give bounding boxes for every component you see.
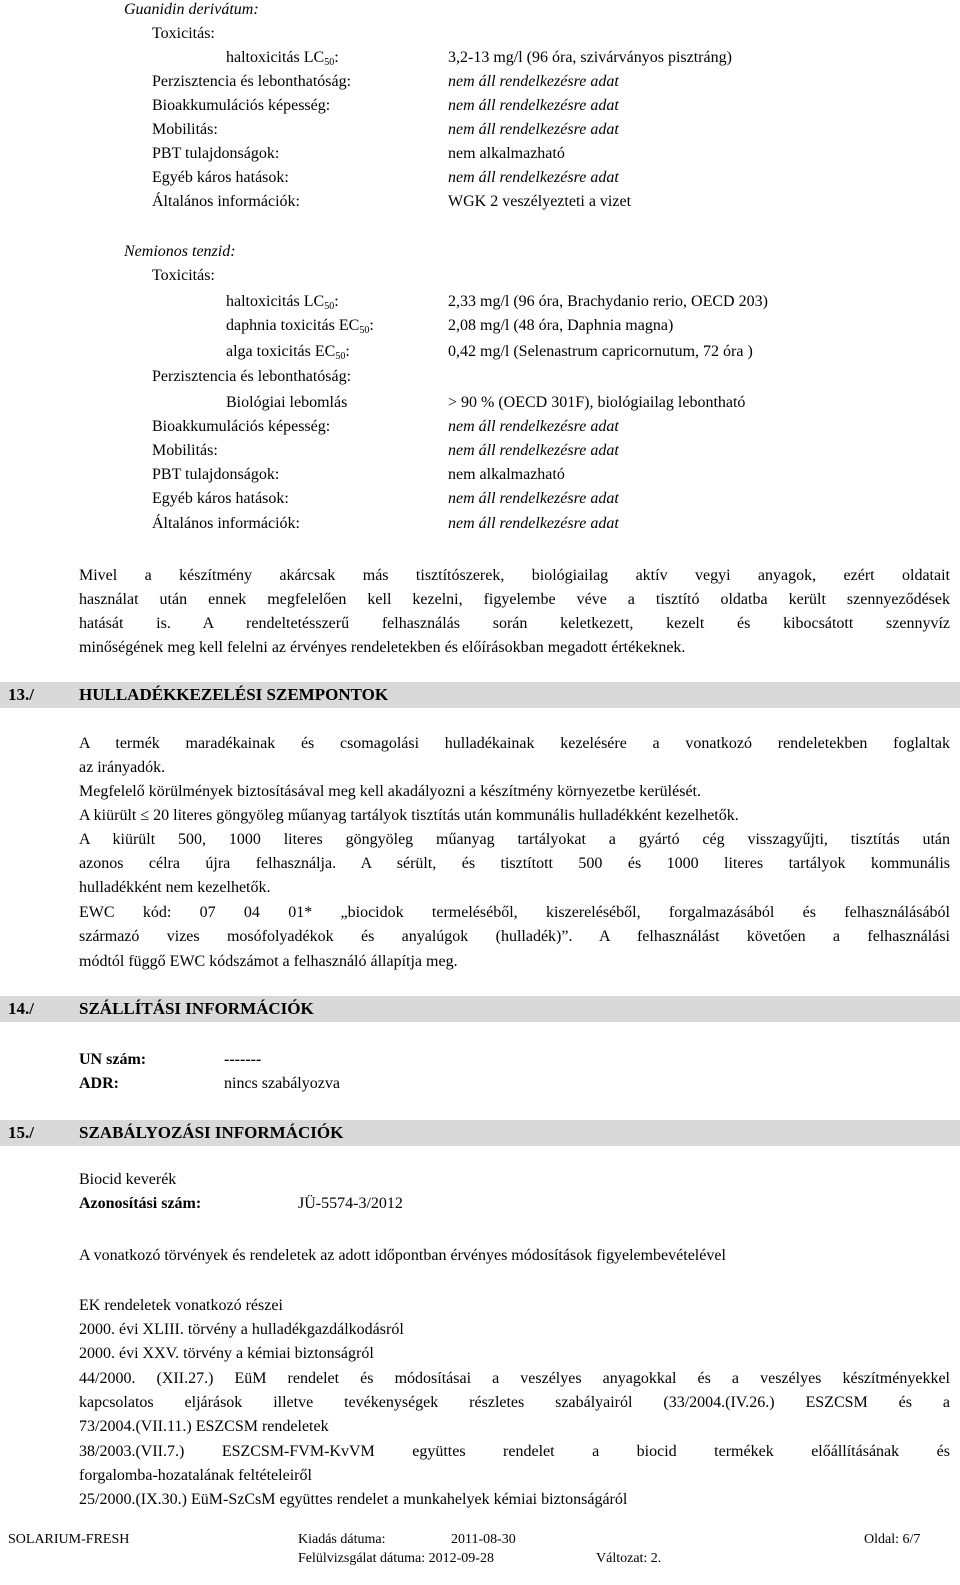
section-14-header <box>0 996 960 1022</box>
footer-issue-label: Kiadás dátuma: <box>298 1532 386 1547</box>
nemionos-tox-value: 2,33 mg/l (96 óra, Brachydanio rerio, OECD 203) <box>448 293 768 310</box>
footer-issue-date: 2011-08-30 <box>451 1532 516 1547</box>
footer-review <box>298 1549 494 1569</box>
footer-version: Változat: 2. <box>596 1551 662 1566</box>
sec13-line: módtól függő EWC kódszámot a felhasználó állapítja meg. <box>79 953 458 970</box>
law-line: EK rendeletek vonatkozó részei <box>79 1297 283 1314</box>
law-line: 73/2004.(VII.11.) ESZCSM rendeletek <box>79 1418 329 1435</box>
nemionos-row-value: nem áll rendelkezésre adat <box>448 418 619 435</box>
nemionos-row-value: nem áll rendelkezésre adat <box>448 515 619 532</box>
footer-review-date: 2012-09-28 <box>428 1551 494 1566</box>
nemionos-bio-value: > 90 % (OECD 301F), biológiailag lebontható <box>448 394 746 411</box>
paragraph-line: minőségének meg kell felelni az érvényes rendeletekben és előírásokban megadott értékeknek. <box>79 639 686 656</box>
guanidin-row-value: nem áll rendelkezésre adat <box>448 169 619 186</box>
id-number-label: Azonosítási szám: <box>79 1195 202 1212</box>
nemionos-row-label: Bioakkumulációs képesség: <box>152 418 331 435</box>
nemionos-bio-label: Biológiai lebomlás <box>226 394 348 411</box>
biocid-type: Biocid keverék <box>79 1171 177 1188</box>
law-line: kapcsolatos eljárások illetve tevékenységek részletes szabályairól (33/2004.(IV.26.) ESZCSM és a <box>79 1394 950 1411</box>
sec13-line: A termék maradékainak és csomagolási hulladékainak kezelésére a vonatkozó rendeletekben foglaltak <box>79 735 950 752</box>
guanidin-title: Guanidin derivátum: <box>124 1 259 18</box>
nemionos-row-value: nem áll rendelkezésre adat <box>448 490 619 507</box>
law-line: 25/2000.(IX.30.) EüM-SzCsM együttes rendelet a munkahelyek kémiai biztonságáról <box>79 1491 628 1508</box>
guanidin-row-label: Általános információk: <box>152 193 300 210</box>
sec13-line: származó vizes mosófolyadékok és anyalúgok (hulladék)”. A felhasználást követően a felhasználási <box>79 928 950 945</box>
nemionos-row-label: PBT tulajdonságok: <box>152 466 280 483</box>
nemionos-tox-label: alga toxicitás $EC_{50}$: <box>226 343 350 362</box>
un-number-label: UN szám: <box>79 1051 147 1068</box>
nemionos-tox-label: daphnia toxicitás $EC_{50}$: <box>226 317 374 336</box>
nemionos-persist-label: Perzisztencia és lebonthatóság: <box>152 368 352 385</box>
guanidin-row-value: WGK 2 veszélyezteti a vizet <box>448 193 632 210</box>
paragraph-line: hatását is. A rendeltetésszerű felhasználás során keletkezett, kezelt és kibocsátott szennyvíz <box>79 615 950 632</box>
footer-review-label: Felülvizsgálat dátuma: <box>298 1551 426 1566</box>
sec13-line: az irányadók. <box>79 759 166 776</box>
guanidin-lc50-label: haltoxicitás $LC_{50}$: <box>226 49 339 68</box>
section-15-header <box>0 1120 960 1146</box>
sec13-line: azonos célra újra felhasználja. A sérült, és tisztított 500 és 1000 literes tartályok kommunális <box>79 855 950 872</box>
law-line: 44/2000. (XII.27.) EüM rendelet és módosításai a veszélyes anyagokkal és a veszélyes készítményekkel <box>79 1370 950 1387</box>
section-title: HULLADÉKKEZELÉSI SZEMPONTOK <box>79 685 389 704</box>
sec13-line: hulladékként nem kezelhetők. <box>79 879 271 896</box>
sec13-line: A kiürült ≤ 20 literes göngyöleg műanyag tartályok tisztítás után kommunális hulladékként kezelhetők. <box>79 807 739 824</box>
id-number-value: JÜ-5574-3/2012 <box>298 1195 403 1212</box>
guanidin-row-label: Bioakkumulációs képesség: <box>152 97 331 114</box>
sec13-line: Megfelelő körülmények biztosításával meg kell akadályozni a készítmény környezetbe kerülését. <box>79 783 701 800</box>
nemionos-tox-value: 0,42 mg/l (Selenastrum capricornutum, 72 óra ) <box>448 343 753 360</box>
guanidin-row-value: nem áll rendelkezésre adat <box>448 121 619 138</box>
sec13-line: A kiürült 500, 1000 literes göngyöleg műanyag tartályokat a gyártó cég visszagyűjti, tisztítás után <box>79 831 950 848</box>
sec13-line: EWC kód: 07 04 01* „biocidok termeléséből, kiszereléséből, forgalmazásából és felhasználásából <box>79 904 950 921</box>
section-number: 14./ <box>8 999 34 1018</box>
nemionos-row-value: nem alkalmazható <box>448 466 565 483</box>
section-title: SZÁLLÍTÁSI INFORMÁCIÓK <box>79 999 314 1018</box>
nemionos-row-label: Mobilitás: <box>152 442 218 459</box>
paragraph-line: Mivel a készítmény akárcsak más tisztítószerek, biológiailag aktív vegyi anyagok, ezért oldatait <box>79 567 950 584</box>
law-line: 2000. évi XXV. törvény a kémiai biztonságról <box>79 1345 374 1362</box>
guanidin-row-value: nem alkalmazható <box>448 145 565 162</box>
section-number: 15./ <box>8 1123 34 1142</box>
section-title: SZABÁLYOZÁSI INFORMÁCIÓK <box>79 1123 344 1142</box>
guanidin-toxicity-label: Toxicitás: <box>152 25 215 42</box>
nemionos-row-label: Általános információk: <box>152 515 300 532</box>
nemionos-row-label: Egyéb káros hatások: <box>152 490 289 507</box>
nemionos-tox-value: 2,08 mg/l (48 óra, Daphnia magna) <box>448 317 674 334</box>
section-number: 13./ <box>8 685 34 704</box>
guanidin-row-label: Mobilitás: <box>152 121 218 138</box>
guanidin-row-value: nem áll rendelkezésre adat <box>448 97 619 114</box>
guanidin-row-label: Perzisztencia és lebonthatóság: <box>152 73 352 90</box>
guanidin-lc50-value: 3,2-13 mg/l (96 óra, szivárványos pisztráng) <box>448 49 732 66</box>
footer-page: Oldal: 6/7 <box>864 1532 921 1547</box>
un-number-value: ------- <box>224 1051 262 1068</box>
footer-product: SOLARIUM-FRESH <box>8 1532 130 1547</box>
section-13-header <box>0 682 960 708</box>
law-line: forgalomba-hozatalának feltételeiről <box>79 1467 312 1484</box>
nemionos-toxicity-label: Toxicitás: <box>152 267 215 284</box>
paragraph-line: használat után ennek megfelelően kell kezelni, figyelembe véve a tisztító oldatba került szennyeződések <box>79 591 950 608</box>
nemionos-tox-label: haltoxicitás $LC_{50}$: <box>226 293 339 312</box>
guanidin-row-label: PBT tulajdonságok: <box>152 145 280 162</box>
laws-intro: A vonatkozó törvények és rendeletek az adott időpontban érvényes módosítások figyelembevételével <box>79 1247 726 1264</box>
adr-value: nincs szabályozva <box>224 1075 340 1092</box>
guanidin-row-label: Egyéb káros hatások: <box>152 169 289 186</box>
nemionos-row-value: nem áll rendelkezésre adat <box>448 442 619 459</box>
nemionos-title: Nemionos tenzid: <box>124 243 236 260</box>
adr-label: ADR: <box>79 1075 119 1092</box>
law-line: 38/2003.(VII.7.) ESZCSM-FVM-KvVM együttes rendelet a biocid termékek előállításának és <box>79 1443 950 1460</box>
law-line: 2000. évi XLIII. törvény a hulladékgazdálkodásról <box>79 1321 404 1338</box>
guanidin-row-value: nem áll rendelkezésre adat <box>448 73 619 90</box>
